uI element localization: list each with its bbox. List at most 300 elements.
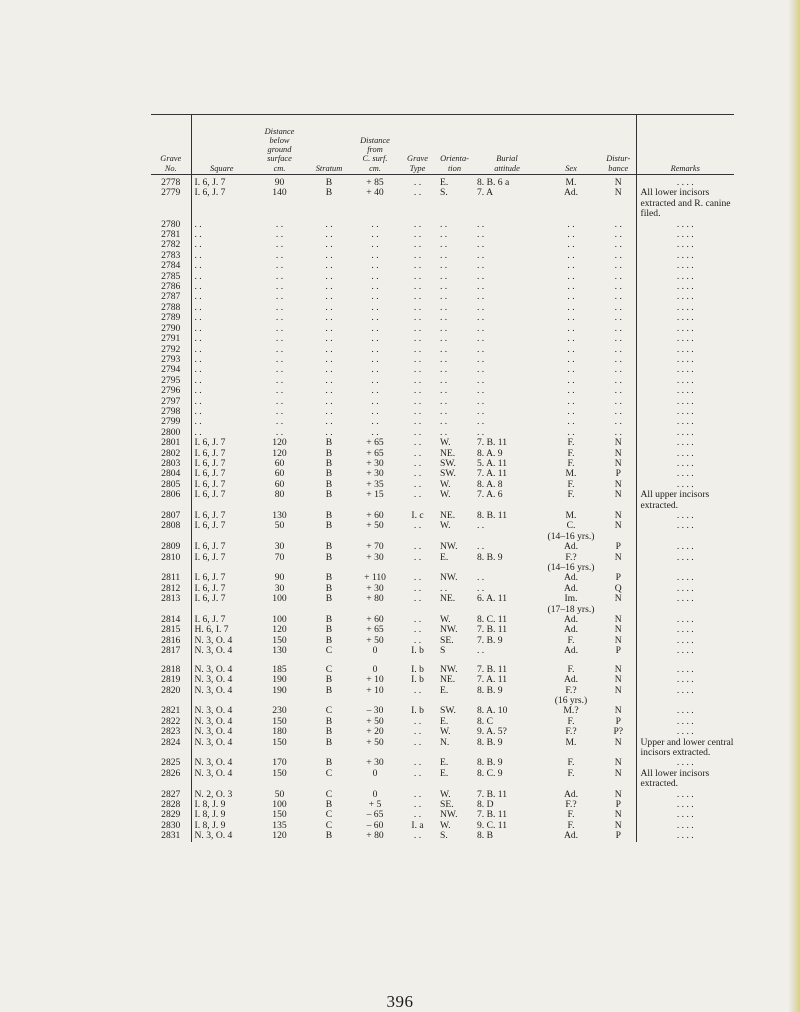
cell-stratum: C	[325, 809, 333, 821]
cell-orientation: NE.	[440, 510, 456, 521]
cell-grave-no: 2802	[151, 449, 191, 459]
cell-disturbance: . .	[614, 416, 622, 428]
cell-distance-below-surface: 120	[272, 447, 287, 459]
cell-square: . .	[194, 312, 202, 324]
cell-distance-below-surface: 135	[272, 819, 287, 831]
cell-stratum: . .	[325, 353, 333, 365]
cell-sex: . .	[567, 395, 575, 407]
cell-distance-from-c-surf: + 30	[366, 551, 384, 563]
col-header-line: Grave	[407, 154, 428, 164]
page-edge-shadow	[788, 0, 800, 1012]
cell-disturbance: N	[614, 447, 622, 459]
cell-grave-no: 2813	[151, 594, 191, 615]
cell-grave-type: . .	[413, 405, 422, 417]
cell-remarks: . . . .	[636, 240, 734, 250]
cell-grave-no: 2809	[151, 542, 191, 552]
table-row	[151, 490, 734, 511]
cell-stratum: . .	[325, 281, 333, 293]
cell-grave-no: 2819	[151, 675, 191, 685]
cell-sex: Ad.	[563, 788, 579, 800]
cell-sex: F.	[567, 809, 575, 821]
cell-orientation: . .	[440, 333, 448, 345]
cell-disturbance: . .	[614, 405, 622, 417]
cell-burial-attitude: 7. B. 11	[477, 663, 508, 675]
cell-sex: F.	[567, 767, 575, 779]
cell-disturbance: P	[615, 798, 621, 810]
col-header-line: tion	[447, 163, 462, 173]
cell-sex: Ad.	[563, 187, 579, 199]
cell-disturbance: P	[615, 468, 621, 480]
cell-grave-no: 2829	[151, 810, 191, 820]
cell-distance-from-c-surf: . .	[371, 353, 379, 365]
cell-grave-no: 2782	[151, 240, 191, 250]
cell-grave-type: . .	[413, 757, 422, 769]
col-header-line: Distance	[360, 135, 390, 145]
cell-burial-attitude: . .	[477, 270, 485, 282]
cell-stratum: . .	[325, 229, 333, 241]
cell-sex: F.	[567, 757, 575, 769]
cell-distance-below-surface: 60	[274, 457, 285, 469]
cell-distance-below-surface: 170	[272, 757, 287, 769]
cell-stratum: B	[325, 614, 333, 626]
cell-orientation: W.	[440, 520, 451, 532]
cell-stratum: B	[325, 624, 333, 636]
cell-disturbance: N	[614, 510, 622, 521]
cell-grave-type: . .	[413, 291, 422, 303]
cell-stratum: B	[325, 437, 333, 449]
cell-burial-attitude: 9. C. 11	[477, 819, 508, 831]
cell-square: . .	[194, 343, 202, 355]
cell-distance-from-c-surf: + 80	[366, 830, 384, 842]
cell-distance-below-surface: . .	[275, 364, 284, 376]
cell-stratum: B	[325, 489, 333, 501]
cell-disturbance: . .	[614, 270, 622, 282]
cell-disturbance: . .	[614, 218, 622, 230]
cell-grave-no: 2778	[151, 175, 191, 189]
table-row	[151, 594, 734, 615]
cell-distance-from-c-surf: + 65	[366, 624, 384, 636]
cell-main-text: F.?	[565, 551, 577, 563]
cell-remarks: . . . .	[636, 675, 734, 685]
cell-grave-no: 2806	[151, 490, 191, 511]
cell-distance-from-c-surf: + 5	[368, 798, 382, 810]
cell-grave-no: 2811	[151, 573, 191, 583]
cell-disturbance: N	[614, 705, 622, 717]
cell-grave-type: . .	[413, 468, 422, 480]
cell-remarks: . . . .	[636, 292, 734, 302]
cell-remarks: . . . .	[636, 417, 734, 427]
cell-stratum: B	[325, 757, 333, 769]
cell-distance-below-surface: . .	[275, 291, 284, 303]
cell-orientation: . .	[440, 322, 448, 334]
cell-sex: . .	[567, 405, 575, 417]
cell-sex: . .	[567, 270, 575, 282]
cell-square: . .	[194, 218, 202, 230]
cell-grave-no: 2794	[151, 365, 191, 375]
cell-grave-no: 2808	[151, 521, 191, 542]
cell-square: I. 6, J. 7	[194, 177, 226, 188]
cell-distance-from-c-surf: . .	[371, 405, 379, 417]
cell-sex: . .	[567, 291, 575, 303]
cell-square: N. 3, O. 4	[194, 830, 233, 842]
cell-disturbance: N	[614, 819, 622, 831]
cell-distance-below-surface: 50	[274, 520, 285, 532]
cell-grave-type: . .	[413, 218, 422, 230]
cell-burial-attitude: 9. A. 5?	[477, 726, 507, 738]
cell-disturbance: N	[614, 478, 622, 490]
cell-burial-attitude: . .	[477, 364, 485, 376]
cell-burial-attitude: . .	[477, 218, 485, 230]
cell-grave-no: 2830	[151, 821, 191, 831]
cell-disturbance: N	[614, 177, 622, 188]
cell-square: I. 6, J. 7	[194, 187, 226, 199]
cell-disturbance: P	[615, 572, 621, 584]
cell-stratum: . .	[325, 374, 333, 386]
col-header-line: Burial	[496, 154, 518, 164]
cell-remarks: . . . .	[636, 313, 734, 323]
cell-square: I. 6, J. 7	[194, 478, 226, 490]
cell-grave-type: . .	[413, 364, 422, 376]
cell-orientation: NE.	[440, 447, 456, 459]
cell-stratum: B	[325, 726, 333, 738]
cell-stratum: . .	[325, 426, 333, 438]
cell-distance-from-c-surf: . .	[371, 281, 379, 293]
cell-grave-no: 2801	[151, 438, 191, 448]
cell-stratum: C	[325, 645, 333, 657]
header-row	[151, 115, 734, 175]
cell-square: I. 8, J. 9	[194, 809, 226, 821]
cell-burial-attitude: . .	[477, 572, 485, 584]
cell-remarks: . . . .	[636, 594, 734, 615]
col-header-orientation	[436, 115, 473, 175]
cell-orientation: . .	[440, 426, 448, 438]
cell-orientation: . .	[440, 260, 448, 272]
cell-square: N. 3, O. 4	[194, 767, 233, 779]
cell-distance-below-surface: . .	[275, 312, 284, 324]
cell-disturbance: N	[614, 674, 622, 686]
cell-grave-type: . .	[413, 572, 422, 584]
col-header-line: cm.	[369, 163, 381, 173]
cell-sex: . .	[567, 260, 575, 272]
cell-distance-below-surface: 150	[272, 767, 287, 779]
cell-grave-type: I. b	[411, 645, 424, 657]
cell-disturbance: N	[614, 593, 622, 605]
cell-remarks: . . . .	[636, 790, 734, 800]
cell-stratum: . .	[325, 395, 333, 407]
cell-distance-from-c-surf: . .	[371, 374, 379, 386]
cell-grave-type: . .	[413, 715, 422, 727]
cell-stratum: B	[325, 572, 333, 584]
cell-distance-from-c-surf: . .	[371, 218, 379, 230]
cell-distance-from-c-surf: + 60	[366, 614, 384, 626]
cell-square: N. 2, O. 3	[194, 788, 233, 800]
cell-grave-no: 2816	[151, 636, 191, 646]
cell-distance-below-surface: 120	[272, 830, 287, 842]
cell-stratum: B	[325, 798, 333, 810]
col-header-line: Grave	[160, 154, 182, 164]
cell-sex	[541, 686, 601, 707]
col-header-line: Square	[210, 163, 234, 173]
cell-distance-from-c-surf: + 50	[366, 520, 384, 532]
cell-sex: . .	[567, 364, 575, 376]
cell-grave-no: 2821	[151, 706, 191, 716]
cell-burial-attitude: . .	[477, 229, 485, 241]
cell-distance-below-surface: 30	[274, 582, 285, 594]
cell-grave-type: . .	[413, 457, 422, 469]
col-header-line: bance	[608, 163, 629, 173]
col-header-line: Orienta-	[440, 154, 469, 164]
cell-sex: M.	[565, 468, 577, 480]
cell-orientation: SW.	[440, 457, 456, 469]
col-header-square	[191, 115, 252, 175]
cell-distance-below-surface: 185	[272, 663, 287, 675]
cell-orientation: . .	[440, 312, 448, 324]
cell-distance-below-surface: 70	[274, 551, 285, 563]
cell-grave-type: . .	[413, 520, 422, 532]
cell-square: . .	[194, 291, 202, 303]
cell-orientation: W.	[440, 614, 451, 626]
cell-square: . .	[194, 374, 202, 386]
cell-grave-type: . .	[413, 624, 422, 636]
cell-square: I. 6, J. 7	[194, 541, 226, 553]
cell-distance-from-c-surf: . .	[371, 312, 379, 324]
cell-sex: M.	[565, 510, 577, 521]
cell-distance-below-surface: . .	[275, 374, 284, 386]
cell-distance-below-surface: 150	[272, 736, 287, 748]
cell-grave-no: 2791	[151, 334, 191, 344]
cell-orientation: . .	[440, 582, 448, 594]
cell-distance-below-surface: 60	[274, 478, 285, 490]
cell-stratum: . .	[325, 260, 333, 272]
cell-grave-type: I. a	[411, 819, 424, 831]
cell-distance-from-c-surf: . .	[371, 301, 379, 313]
cell-stratum: . .	[325, 218, 333, 230]
cell-remarks: . . . .	[636, 230, 734, 240]
cell-distance-below-surface: . .	[275, 416, 284, 428]
cell-disturbance: N	[614, 809, 622, 821]
cell-disturbance: N	[614, 457, 622, 469]
cell-sex: Ad.	[563, 624, 579, 636]
col-header-grave-no	[151, 115, 191, 175]
cell-distance-below-surface: . .	[275, 301, 284, 313]
cell-burial-attitude: 7. B. 11	[477, 809, 508, 821]
cell-distance-from-c-surf: . .	[371, 416, 379, 428]
cell-grave-type: . .	[413, 229, 422, 241]
cell-distance-below-surface: 120	[272, 624, 287, 636]
cell-orientation: NW.	[440, 541, 458, 553]
cell-square: I. 6, J. 7	[194, 437, 226, 449]
cell-stratum: . .	[325, 364, 333, 376]
cell-grave-no: 2784	[151, 261, 191, 271]
cell-orientation: . .	[440, 395, 448, 407]
cell-distance-from-c-surf: + 60	[366, 510, 384, 521]
cell-grave-no: 2788	[151, 303, 191, 313]
col-header-burial-attitude	[473, 115, 541, 175]
cell-grave-type: I. b	[411, 705, 424, 717]
cell-grave-type: . .	[413, 767, 422, 779]
cell-sex: . .	[567, 322, 575, 334]
cell-distance-from-c-surf: + 30	[366, 457, 384, 469]
cell-disturbance: N	[614, 634, 622, 646]
col-header-line: below	[269, 135, 290, 145]
cell-distance-from-c-surf: + 65	[366, 437, 384, 449]
cell-grave-no: 2780	[151, 220, 191, 230]
cell-remarks: . . . .	[636, 376, 734, 386]
cell-sex: . .	[567, 281, 575, 293]
cell-orientation: SE.	[440, 798, 454, 810]
cell-remarks: . . . .	[636, 625, 734, 635]
cell-grave-no: 2805	[151, 480, 191, 490]
cell-disturbance: P	[615, 830, 621, 842]
cell-orientation: . .	[440, 416, 448, 428]
cell-distance-below-surface: 100	[272, 798, 287, 810]
cell-stratum: B	[325, 541, 333, 553]
col-header-line: surface	[267, 154, 292, 164]
cell-distance-below-surface: 80	[274, 489, 285, 501]
cell-orientation: . .	[440, 218, 448, 230]
cell-burial-attitude: 7. A	[477, 187, 493, 199]
cell-remarks: . . . .	[636, 251, 734, 261]
cell-orientation: W.	[440, 788, 451, 800]
cell-remarks: . . . .	[636, 303, 734, 313]
cell-grave-no: 2793	[151, 355, 191, 365]
cell-orientation: . .	[440, 249, 448, 261]
cell-distance-from-c-surf: . .	[371, 395, 379, 407]
cell-grave-type: . .	[413, 489, 422, 501]
cell-remarks: . . . .	[636, 686, 734, 707]
cell-burial-attitude: . .	[477, 322, 485, 334]
cell-sex: Ad.	[563, 674, 579, 686]
cell-burial-attitude: 7. A. 6	[477, 489, 503, 501]
cell-distance-from-c-surf: 0	[372, 788, 378, 800]
cell-distance-from-c-surf: 0	[372, 645, 378, 657]
cell-stratum: B	[325, 187, 333, 199]
cell-stratum: C	[325, 767, 333, 779]
cell-stratum: B	[325, 674, 333, 686]
cell-square: . .	[194, 395, 202, 407]
cell-stratum: . .	[325, 249, 333, 261]
cell-distance-below-surface: . .	[275, 343, 284, 355]
cell-square: I. 8, J. 9	[194, 798, 226, 810]
cell-remarks: . . . .	[636, 821, 734, 831]
col-header-disturbance	[601, 115, 636, 175]
cell-square: . .	[194, 353, 202, 365]
cell-remarks: . . . .	[636, 220, 734, 230]
col-header-line: Stratum	[315, 163, 343, 173]
cell-grave-no: 2812	[151, 584, 191, 594]
cell-disturbance: N	[614, 551, 622, 563]
cell-square: N. 3, O. 4	[194, 663, 233, 675]
cell-sex: . .	[567, 301, 575, 313]
cell-square: I. 6, J. 7	[194, 520, 226, 532]
table-row	[151, 675, 734, 685]
cell-burial-attitude: . .	[477, 291, 485, 303]
cell-disturbance: . .	[614, 364, 622, 376]
table-row	[151, 727, 734, 737]
cell-sex: F.?	[565, 726, 577, 738]
cell-burial-attitude: . .	[477, 333, 485, 345]
grave-data-table	[151, 114, 734, 842]
col-header-line: cm.	[273, 163, 286, 173]
cell-grave-no: 2827	[151, 790, 191, 800]
cell-disturbance: . .	[614, 374, 622, 386]
cell-grave-type: . .	[413, 726, 422, 738]
cell-sex: F.?	[565, 798, 577, 810]
cell-remarks: . . . .	[636, 459, 734, 469]
cell-remarks: All upper incisors extracted.	[636, 490, 734, 511]
cell-remarks: . . . .	[636, 810, 734, 820]
cell-grave-type: . .	[413, 437, 422, 449]
cell-stratum: B	[325, 684, 333, 696]
cell-grave-no: 2799	[151, 417, 191, 427]
table-body	[151, 175, 734, 842]
cell-grave-type: . .	[413, 447, 422, 459]
cell-distance-from-c-surf: + 15	[366, 489, 384, 501]
cell-sex: . .	[567, 385, 575, 397]
cell-orientation: W.	[440, 437, 451, 449]
cell-square: . .	[194, 249, 202, 261]
cell-remarks: . . . .	[636, 615, 734, 625]
cell-disturbance: . .	[614, 229, 622, 241]
cell-grave-no: 2795	[151, 376, 191, 386]
cell-disturbance: N	[614, 663, 622, 675]
table-row	[151, 188, 734, 219]
cell-grave-no: 2796	[151, 386, 191, 396]
cell-burial-attitude: 8. C. 9	[477, 767, 503, 779]
cell-distance-below-surface: 140	[272, 187, 287, 199]
cell-grave-type: . .	[413, 684, 422, 696]
cell-disturbance: . .	[614, 333, 622, 345]
cell-distance-below-surface: . .	[275, 270, 284, 282]
col-header-line: from	[367, 145, 383, 155]
cell-remarks: . . . .	[636, 758, 734, 768]
cell-distance-below-surface: . .	[275, 405, 284, 417]
cell-disturbance: . .	[614, 291, 622, 303]
cell-sex	[541, 553, 601, 574]
cell-disturbance: N	[614, 614, 622, 626]
cell-grave-type: . .	[413, 395, 422, 407]
cell-stratum: B	[325, 447, 333, 459]
cell-distance-below-surface: 130	[272, 645, 287, 657]
cell-distance-from-c-surf: . .	[371, 249, 379, 261]
cell-sex: Ad.	[563, 645, 579, 657]
cell-sex: Ad.	[563, 572, 579, 584]
table-row	[151, 553, 734, 574]
cell-burial-attitude: . .	[477, 582, 485, 594]
cell-distance-from-c-surf: + 85	[366, 177, 384, 188]
cell-burial-attitude: 8. B. 9	[477, 551, 503, 563]
cell-remarks: . . . .	[636, 706, 734, 716]
cell-burial-attitude: . .	[477, 281, 485, 293]
cell-orientation: W.	[440, 726, 451, 738]
cell-distance-from-c-surf: . .	[371, 260, 379, 272]
cell-orientation: S	[440, 645, 446, 657]
cell-disturbance: P	[615, 715, 621, 727]
cell-distance-from-c-surf: + 50	[366, 715, 384, 727]
cell-main-text: C.	[566, 520, 576, 532]
cell-square: N. 3, O. 4	[194, 715, 233, 727]
cell-distance-below-surface: . .	[275, 385, 284, 397]
cell-distance-from-c-surf: + 70	[366, 541, 384, 553]
cell-square: . .	[194, 426, 202, 438]
cell-remarks: . . . .	[636, 727, 734, 737]
cell-burial-attitude: . .	[477, 239, 485, 251]
cell-stratum: B	[325, 715, 333, 727]
cell-square: . .	[194, 270, 202, 282]
cell-burial-attitude: 8. C. 11	[477, 614, 508, 626]
col-header-distance-below-surface	[252, 115, 307, 175]
cell-disturbance: N	[614, 437, 622, 449]
